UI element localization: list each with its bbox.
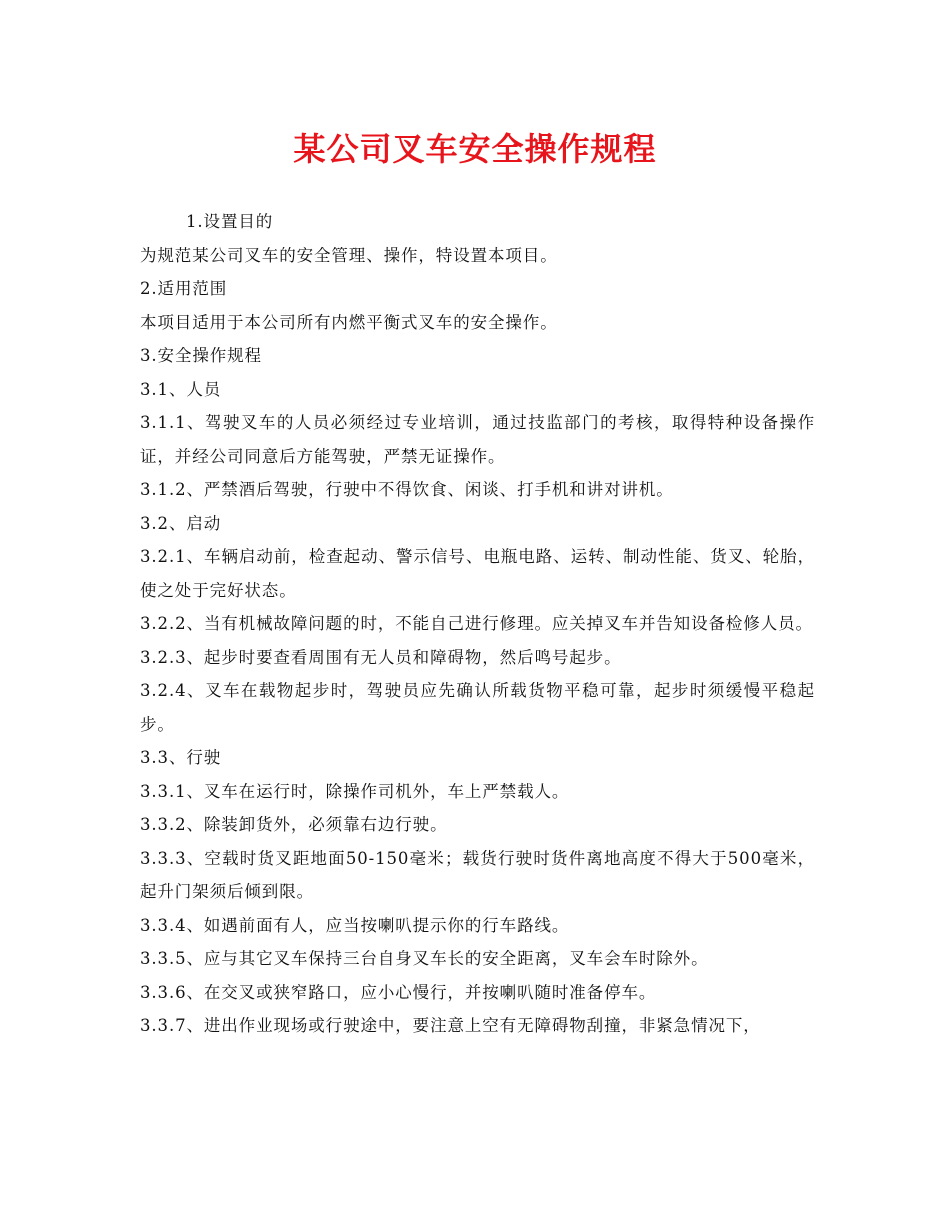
paragraph: 3.3.7、进出作业现场或行驶途中，要注意上空有无障碍物刮撞，非紧急情况下， — [140, 1016, 761, 1035]
paragraph: 3.2.3、起步时要查看周围有无人员和障碍物，然后鸣号起步。 — [140, 647, 622, 667]
paragraph: 3.1.1、驾驶叉车的人员必须经过专业培训，通过技监部门的考核，取得特种设备操作证，并经公司同意后方能驾驶，严禁无证操作。 — [140, 413, 815, 466]
paragraph-section-heading: 3.3、行驶 — [140, 748, 222, 767]
paragraph: 3.1.2、严禁酒后驾驶，行驶中不得饮食、闲谈、打手机和讲对讲机。 — [140, 480, 674, 499]
paragraph: 3.3.2、除装卸货外，必须靠右边行驶。 — [140, 815, 448, 834]
paragraph: 3.2.2、当有机械故障问题的时，不能自己进行修理。应关掉叉车并告知设备检修人员。 — [140, 614, 813, 633]
paragraph: 3.3.1、叉车在运行时，除操作司机外，车上严禁载人。 — [140, 781, 570, 801]
paragraph: 3.3.3、空载时货叉距地面50-150毫米；载货行驶时货件离地高度不得大于500毫米，起升门架须后倾到限。 — [140, 848, 815, 901]
paragraph-purpose-heading: 1.设置目的 — [186, 212, 274, 231]
paragraph-section-heading: 3.1、人员 — [140, 379, 222, 399]
paragraph-scope-heading: 2.适用范围 — [140, 279, 228, 298]
paragraph-section-heading: 3.2、启动 — [140, 513, 222, 533]
paragraph: 3.3.5、应与其它叉车保持三台自身叉车长的安全距离，叉车会车时除外。 — [140, 949, 709, 968]
document-body — [140, 205, 815, 1043]
paragraph-rules-heading: 3.安全操作规程 — [140, 346, 262, 365]
paragraph: 3.3.6、在交叉或狭窄路口，应小心慢行，并按喇叭随时准备停车。 — [140, 982, 657, 1002]
paragraph: 本项目适用于本公司所有内燃平衡式叉车的安全操作。 — [140, 312, 558, 332]
paragraph: 3.2.1、车辆启动前，检查起动、警示信号、电瓶电路、运转、制动性能、货叉、轮胎，使之处于完好状态。 — [140, 547, 815, 600]
paragraph: 为规范某公司叉车的安全管理、操作，特设置本项目。 — [140, 245, 558, 265]
paragraph: 3.2.4、叉车在载物起步时，驾驶员应先确认所载货物平稳可靠，起步时须缓慢平稳起步。 — [140, 681, 815, 734]
document-title: 某公司叉车安全操作规程 — [293, 130, 657, 168]
paragraph: 3.3.4、如遇前面有人，应当按喇叭提示你的行车路线。 — [140, 915, 570, 935]
